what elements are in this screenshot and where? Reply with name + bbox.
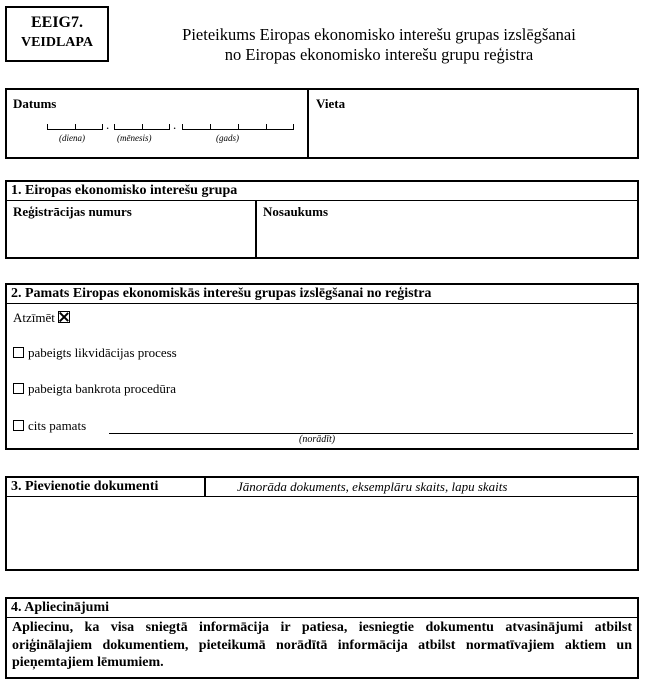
date-month-field[interactable] [114, 122, 170, 130]
reg-number-label: Reģistrācijas numurs [13, 204, 132, 219]
documents-field[interactable] [7, 497, 637, 569]
date-label: Datums [13, 96, 57, 111]
section-2-title: 2. Pamats Eiropas ekonomiskās interešu grupas izslēgšanai no reģistra [7, 285, 637, 304]
date-dot: . [106, 117, 110, 132]
form-code-box [5, 6, 109, 62]
checked-box-icon [58, 311, 70, 323]
date-day-field[interactable] [47, 122, 103, 130]
section-2 [5, 283, 639, 450]
form-code: EEIG7. [30, 14, 83, 31]
section-3-hint: Jānorāda dokuments, eksemplāru skaits, lapu skaits [237, 479, 508, 494]
month-caption: (mēnesis) [117, 133, 152, 143]
year-caption: (gads) [216, 133, 239, 143]
name-label: Nosaukums [263, 204, 329, 219]
checkbox-icon[interactable] [13, 420, 24, 431]
section-3 [5, 476, 639, 571]
title-line-1: Pieteikums Eiropas ekonomisko interešu grupas izslēgšanai [182, 25, 576, 44]
other-reason-field[interactable] [109, 433, 633, 434]
section-3-header [7, 478, 637, 497]
specify-caption: (norādīt) [299, 434, 336, 445]
day-caption: (diena) [59, 133, 85, 143]
mark-instruction [13, 310, 70, 326]
mark-label: Atzīmēt [13, 310, 55, 325]
page-title [118, 25, 640, 65]
date-place-box [5, 88, 639, 159]
checkbox-icon[interactable] [13, 383, 24, 394]
option-label: cits pamats [28, 418, 87, 433]
declaration-text: Apliecinu, ka visa sniegtā informācija ir patiesa, iesniegtie dokumentu atvasinājumi atbilst oriģinālajiem dokumentiem, pieteikumā norādītā informācija atbilst normatīvajiem aktiem un pieņemtajiem lēmumiem. [12, 620, 632, 670]
section-1 [5, 180, 639, 259]
checkbox-icon[interactable] [13, 347, 24, 358]
section-1-title: 1. Eiropas ekonomisko interešu grupa [7, 182, 637, 201]
section-4-title: 4. Apliecinājumi [7, 599, 637, 618]
option-label: pabeigta bankrota procedūra [28, 381, 176, 396]
date-dot: . [173, 117, 177, 132]
option-bankruptcy[interactable] [13, 381, 176, 397]
divider [307, 90, 309, 157]
place-label: Vieta [316, 96, 346, 111]
divider [255, 200, 257, 257]
form-type: VEIDLAPA [20, 35, 94, 50]
option-other[interactable] [13, 418, 86, 434]
option-label: pabeigts likvidācijas process [28, 345, 177, 360]
section-3-title: 3. Pievienotie dokumenti [11, 479, 159, 494]
title-line-2: no Eiropas ekonomisko interešu grupu reģistra [224, 45, 534, 64]
date-year-field[interactable] [182, 122, 294, 130]
section-4 [5, 597, 639, 679]
option-liquidation[interactable] [13, 345, 177, 361]
divider [204, 478, 206, 496]
